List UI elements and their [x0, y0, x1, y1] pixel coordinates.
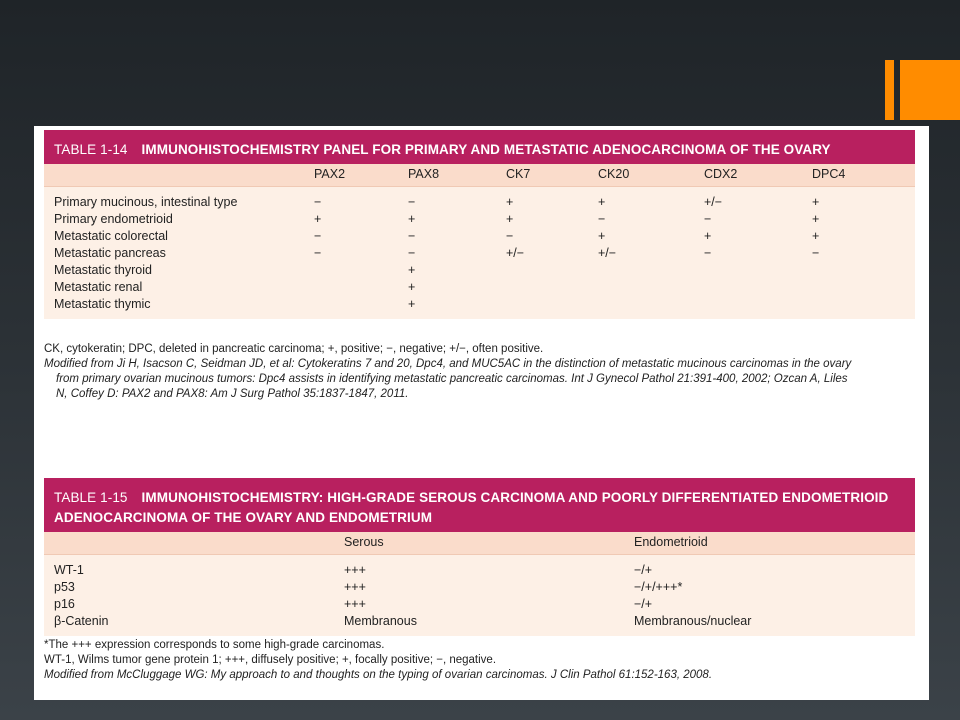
table-cell: − — [408, 229, 416, 243]
table-cell: + — [506, 212, 514, 226]
table-1-14-number: TABLE 1-14 — [54, 142, 128, 157]
table-cell: + — [408, 297, 416, 311]
accent-bar-thin — [885, 60, 894, 120]
table-1-14-title: IMMUNOHISTOCHEMISTRY PANEL FOR PRIMARY AND METASTATIC ADENOCARCINOMA OF THE OVARY — [141, 142, 831, 157]
table-row — [44, 594, 915, 611]
table-cell: + — [812, 212, 820, 226]
table-1-15-notes — [44, 638, 914, 683]
table-1-14-source: Modified from Ji H, Isacson C, Seidman JD, et al: Cytokeratins 7 and 20, Dpc4, and MUC5AC in the distinction of metastatic mucinous carcinomas in the ovary — [44, 358, 852, 370]
table-1-15-header — [44, 478, 915, 532]
table-1-14-body — [44, 187, 915, 319]
table-1-15-title: IMMUNOHISTOCHEMISTRY: HIGH-GRADE SEROUS CARCINOMA AND POORLY DIFFERENTIATED ENDOMETRIOID ADENOCARCINOMA OF THE OVARY AND ENDOMETRIUM — [54, 490, 889, 525]
table-cell: − — [704, 212, 712, 226]
accent-block — [900, 60, 960, 120]
table-1-14-source: from primary ovarian mucinous tumors: Dpc4 assists in identifying metastatic pancreatic carcinomas. Int J Gynecol Pathol 21:391-400, 2002; Ozcan A, Liles — [56, 373, 848, 385]
table-1-14-source: N, Coffey D: PAX2 and PAX8: Am J Surg Pathol 35:1837-1847, 2011. — [56, 388, 409, 400]
table-1-15-column-header — [44, 532, 915, 555]
column-header: CK20 — [598, 167, 630, 181]
table-row — [44, 243, 915, 260]
table-cell: +++ — [344, 580, 366, 594]
table-cell: − — [314, 195, 322, 209]
table-row — [44, 577, 915, 594]
table-1-14-column-header — [44, 164, 915, 187]
row-label: WT-1 — [54, 563, 84, 577]
table-cell: +/− — [506, 246, 525, 260]
column-header: DPC4 — [812, 167, 846, 181]
column-header: PAX2 — [314, 167, 346, 181]
table-cell: − — [506, 229, 514, 243]
table-cell: − — [408, 246, 416, 260]
row-label: Metastatic renal — [54, 280, 143, 294]
column-header: Endometrioid — [634, 535, 708, 549]
table-row — [44, 277, 915, 294]
row-label: Metastatic pancreas — [54, 246, 166, 260]
table-row — [44, 294, 915, 311]
table-1-15 — [44, 478, 915, 636]
table-cell: − — [812, 246, 820, 260]
table-cell: Membranous/nuclear — [634, 614, 752, 628]
table-1-14-header — [44, 130, 915, 164]
table-row — [44, 226, 915, 243]
table-cell: + — [598, 195, 606, 209]
table-cell: + — [598, 229, 606, 243]
table-cell: Membranous — [344, 614, 417, 628]
table-cell: + — [812, 195, 820, 209]
table-row — [44, 260, 915, 277]
row-label: Primary mucinous, intestinal type — [54, 195, 238, 209]
table-cell: − — [314, 229, 322, 243]
table-cell: +/− — [704, 195, 723, 209]
table-1-15-body — [44, 555, 915, 636]
table-cell: + — [506, 195, 514, 209]
table-cell: + — [314, 212, 322, 226]
table-cell: +++ — [344, 597, 366, 611]
row-label: Metastatic thyroid — [54, 263, 152, 277]
table-cell: − — [314, 246, 322, 260]
row-label: β-Catenin — [54, 614, 109, 628]
table-1-14 — [44, 130, 915, 319]
table-cell: −/+/+++* — [634, 580, 683, 594]
table-1-15-source: Modified from McCluggage WG: My approach to and thoughts on the typing of ovarian carcinomas. J Clin Pathol 61:152-163, 2008. — [44, 669, 713, 681]
table-cell: +++ — [344, 563, 366, 577]
table-cell: + — [408, 280, 416, 294]
table-1-14-footnote: CK, cytokeratin; DPC, deleted in pancreatic carcinoma; +, positive; −, negative; +/−, often positive. — [44, 343, 544, 355]
table-cell: + — [812, 229, 820, 243]
row-label: p16 — [54, 597, 75, 611]
column-header: CK7 — [506, 167, 531, 181]
column-header: PAX8 — [408, 167, 440, 181]
table-cell: + — [408, 212, 416, 226]
table-row — [44, 209, 915, 226]
table-cell: − — [598, 212, 606, 226]
table-1-15-footnote: WT-1, Wilms tumor gene protein 1; +++, diffusely positive; +, focally positive; −, negative. — [44, 654, 497, 666]
table-cell: − — [408, 195, 416, 209]
table-1-15-footnote: *The +++ expression corresponds to some high-grade carcinomas. — [44, 639, 385, 651]
table-1-15-number: TABLE 1-15 — [54, 490, 128, 505]
table-cell: − — [704, 246, 712, 260]
row-label: Metastatic thymic — [54, 297, 151, 311]
column-header: CDX2 — [704, 167, 738, 181]
table-cell: +/− — [598, 246, 617, 260]
row-label: Primary endometrioid — [54, 212, 173, 226]
table-cell: + — [408, 263, 416, 277]
table-1-14-notes — [44, 342, 914, 402]
column-header: Serous — [344, 535, 384, 549]
table-image — [34, 126, 929, 700]
table-cell: −/+ — [634, 563, 653, 577]
row-label: p53 — [54, 580, 75, 594]
table-row — [44, 611, 915, 628]
table-row — [44, 560, 915, 577]
table-cell: −/+ — [634, 597, 653, 611]
table-row — [44, 192, 915, 209]
row-label: Metastatic colorectal — [54, 229, 168, 243]
table-cell: + — [704, 229, 712, 243]
